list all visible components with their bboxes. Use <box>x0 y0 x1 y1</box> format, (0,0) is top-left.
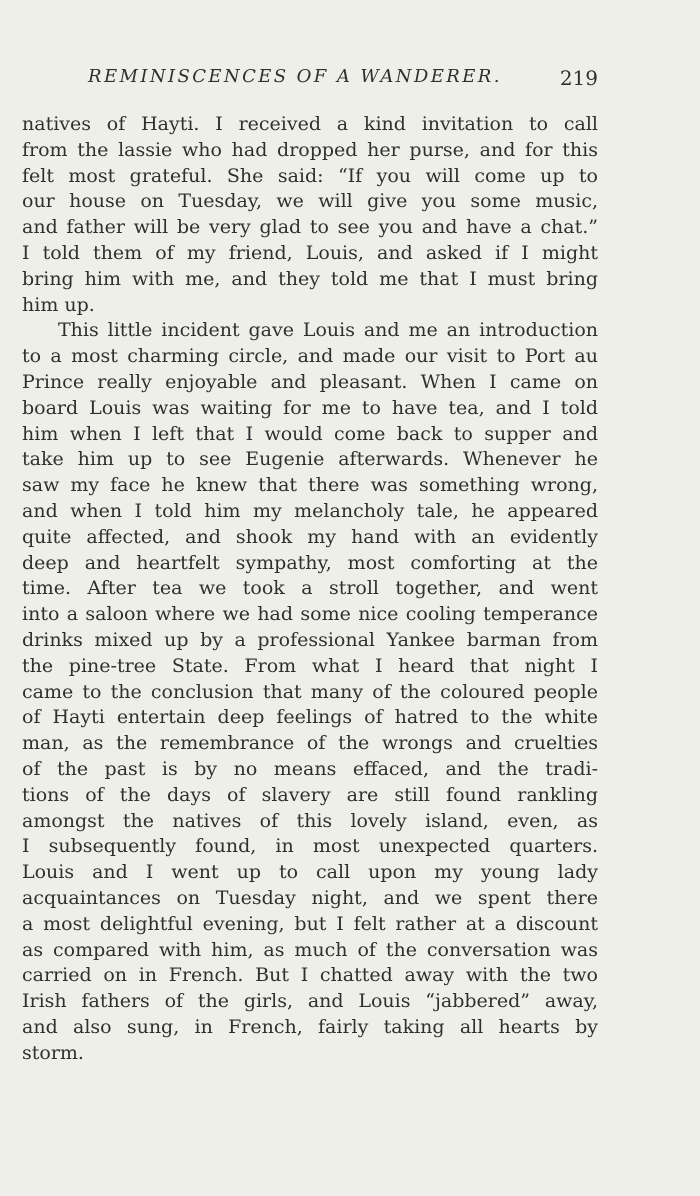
text-line: him up. <box>22 293 95 316</box>
text-line: I subsequently found, in most unexpected quarters. <box>22 835 598 858</box>
running-title: REMINISCENCES OF A WANDERER. <box>88 66 502 87</box>
text-line: and also sung, in French, fairly taking all hearts by <box>22 1015 598 1038</box>
body-text <box>22 112 598 1066</box>
text-line: tions of the days of slavery are still found rankling <box>22 783 598 806</box>
text-line: time. After tea we took a stroll together, and went <box>22 577 598 600</box>
text-line: into a saloon where we had some nice cooling temperance <box>22 603 598 626</box>
page-number: 219 <box>559 66 598 90</box>
text-line: carried on in French. But I chatted away with the two <box>22 964 598 987</box>
text-line: as compared with him, as much of the conversation was <box>22 938 598 961</box>
text-line: saw my face he knew that there was something wrong, <box>22 474 598 497</box>
running-head <box>88 66 598 92</box>
text-line: him when I left that I would come back to supper and <box>22 422 598 445</box>
text-line: acquaintances on Tuesday night, and we spent there <box>22 886 598 909</box>
text-line: of the past is by no means effaced, and the tradi- <box>22 757 598 780</box>
text-line: felt most grateful. She said: “If you will come up to <box>22 164 598 187</box>
text-line: a most delightful evening, but I felt rather at a discount <box>22 912 598 935</box>
text-line: bring him with me, and they told me that I must bring <box>22 267 598 290</box>
text-line: of Hayti entertain deep feelings of hatred to the white <box>22 706 598 729</box>
text-line: drinks mixed up by a professional Yankee barman from <box>22 628 598 651</box>
text-line: I told them of my friend, Louis, and asked if I might <box>22 241 598 264</box>
text-line: to a most charming circle, and made our visit to Port au <box>22 345 598 368</box>
text-line: and father will be very glad to see you and have a chat.” <box>22 216 598 239</box>
text-line: deep and heartfelt sympathy, most comforting at the <box>22 551 598 574</box>
text-line: Irish fathers of the girls, and Louis “jabbered” away, <box>22 990 598 1013</box>
text-line: take him up to see Eugenie afterwards. Whenever he <box>22 448 598 471</box>
text-line: amongst the natives of this lovely island, even, as <box>22 809 598 832</box>
text-line: our house on Tuesday, we will give you some music, <box>22 190 598 213</box>
text-line: came to the conclusion that many of the coloured people <box>22 680 598 703</box>
text-line: the pine-tree State. From what I heard that night I <box>22 654 598 677</box>
text-line: from the lassie who had dropped her purse, and for this <box>22 138 598 161</box>
text-line: man, as the remembrance of the wrongs and cruelties <box>22 732 598 755</box>
text-line: Prince really enjoyable and pleasant. When I came on <box>22 370 598 393</box>
text-line: storm. <box>22 1041 84 1064</box>
text-line: natives of Hayti. I received a kind invitation to call <box>22 113 598 135</box>
text-line: quite affected, and shook my hand with an evidently <box>22 525 598 548</box>
text-line: and when I told him my melancholy tale, he appeared <box>22 499 598 522</box>
text-line: This little incident gave Louis and me an introduction <box>58 319 598 342</box>
text-line: Louis and I went up to call upon my young lady <box>22 861 598 884</box>
text-line: board Louis was waiting for me to have tea, and I told <box>22 396 598 419</box>
